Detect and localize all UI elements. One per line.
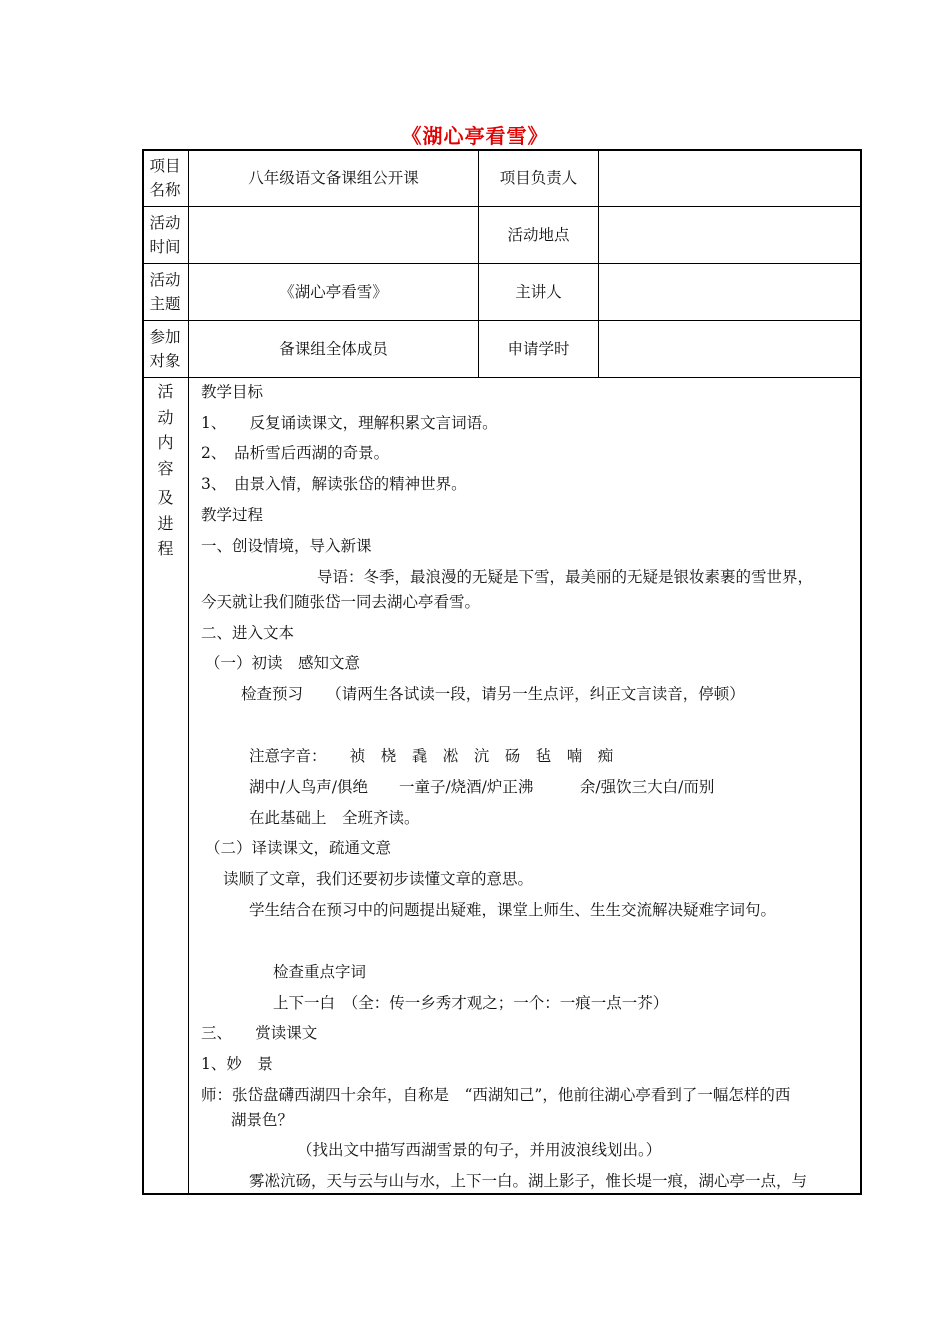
paragraph-line: 在此基础上 全班齐读。 xyxy=(249,809,420,827)
field-label: 活动地点 xyxy=(507,225,570,244)
activity-theme-value: 《湖心亭看雪》 xyxy=(279,282,388,301)
field-label: 申请学时 xyxy=(507,339,570,358)
paragraph-line: 导语：冬季，最浪漫的无疑是下雪，最美丽的无疑是银妆素裹的雪世界， xyxy=(317,568,814,586)
field-label: 项目负责人 xyxy=(499,168,578,187)
field-label: 主讲人 xyxy=(515,282,562,301)
row-label: 项目 名称 xyxy=(149,156,181,199)
table-border-right xyxy=(860,149,862,1195)
step-heading: 二、进入文本 xyxy=(201,624,295,642)
paragraph-line: 今天就让我们随张岱一同去湖心亭看雪。 xyxy=(201,593,481,611)
paragraph-line: 学生结合在预习中的问题提出疑难，课堂上师生、生生交流解决疑难字词句。 xyxy=(249,901,777,919)
row-label: 活动 时间 xyxy=(149,213,181,256)
paragraph-line: 检查重点字词 xyxy=(273,963,367,981)
paragraph-line: （找出文中描写西湖雪景的句子，并用波浪线划出。） xyxy=(297,1141,662,1159)
field-value xyxy=(599,320,860,377)
section-heading: 教学过程 xyxy=(201,506,264,524)
sub-heading: 1、妙 景 xyxy=(201,1055,273,1073)
sub-heading: （一）初读 感知文意 xyxy=(205,654,361,672)
step-heading: 三、 赏读课文 xyxy=(201,1024,318,1042)
objective-item: 3、 由景入情，解读张岱的精神世界。 xyxy=(201,475,467,493)
participants-value: 备课组全体成员 xyxy=(279,339,388,358)
document-title: 《湖心亭看雪》 xyxy=(401,124,549,148)
objective-item: 2、 品析雪后西湖的奇景。 xyxy=(201,444,390,462)
paragraph-line: 湖景色？ xyxy=(231,1111,294,1129)
paragraph-line: 读顺了文章，我们还要初步读懂文章的意思。 xyxy=(223,870,534,888)
field-value xyxy=(599,149,860,206)
content-section-label: 活 动 内 容 及 进 程 xyxy=(157,382,174,558)
objective-item: 1、 反复诵读课文，理解积累文言词语。 xyxy=(201,414,498,432)
row-label: 活动 主题 xyxy=(149,270,181,313)
field-value xyxy=(599,206,860,263)
paragraph-line: 上下一白 （全：传一乡秀才观之；一个：一痕一点一芥） xyxy=(273,994,669,1012)
paragraph-line: 雾凇沆砀，天与云与山与水，上下一白。湖上影子，惟长堤一痕，湖心亭一点，与 xyxy=(249,1172,808,1190)
row-label: 参加 对象 xyxy=(149,327,181,370)
activity-table xyxy=(142,149,862,1195)
paragraph-line: 湖中/人鸟声/俱绝 一童子/烧酒/炉正沸 余/强饮三大白/而别 xyxy=(249,778,715,796)
project-name-value: 八年级语文备课组公开课 xyxy=(248,168,419,187)
activity-time-value xyxy=(189,206,478,263)
step-heading: 一、创设情境，导入新课 xyxy=(201,537,372,555)
paragraph-line: 师：张岱盘礴西湖四十余年，自称是 “西湖知己”，他前往湖心亭看到了一幅怎样的西 xyxy=(201,1086,791,1104)
sub-heading: （二）译读课文，疏通文意 xyxy=(205,839,392,857)
section-heading: 教学目标 xyxy=(201,383,264,401)
row-divider xyxy=(142,377,862,378)
paragraph-line: 检查预习 （请两生各试读一段，请另一生点评，纠正文言读音，停顿） xyxy=(241,685,745,703)
table-border-bottom xyxy=(142,1193,862,1195)
paragraph-line: 注意字音： 祯 桡 毳 凇 沆 砀 毡 喃 痴 xyxy=(249,747,614,765)
field-value xyxy=(599,263,860,320)
